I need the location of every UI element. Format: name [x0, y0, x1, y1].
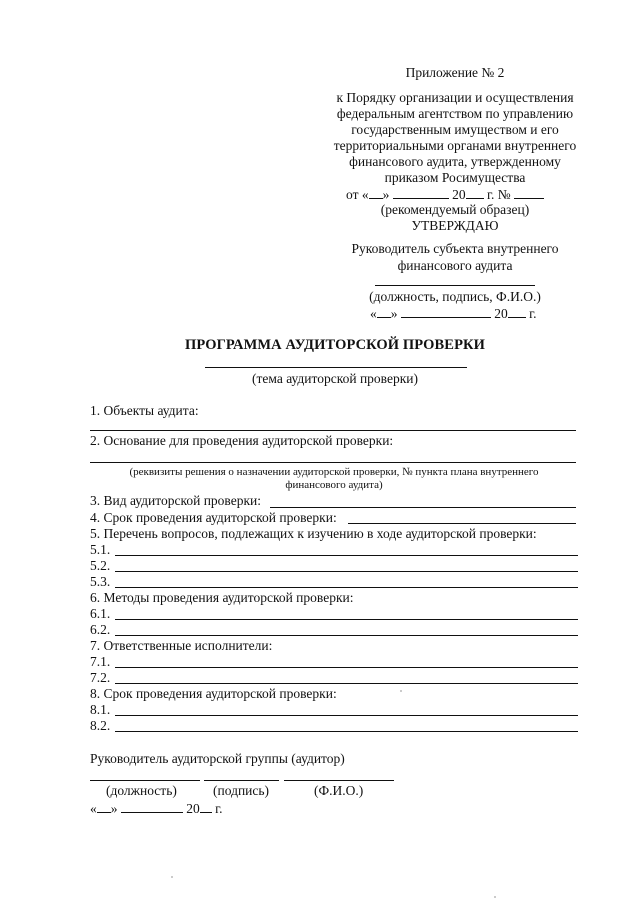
head-signature-caption: (должность, подпись, Ф.И.О.)	[369, 289, 541, 304]
basis-line[interactable]	[90, 462, 576, 463]
order-number-blank[interactable]	[514, 187, 544, 199]
group-leader-label: Руководитель аудиторской группы (аудитор)	[90, 751, 345, 766]
order-year-prefix: 20	[452, 187, 466, 202]
term2-item-2: 8.2.	[90, 718, 111, 733]
order-ref-line-3: государственным имуществом и его	[351, 122, 559, 137]
sign-date-open: «	[370, 306, 377, 321]
head-sign-date-line	[370, 306, 537, 321]
section-type-label: 3. Вид аудиторской проверки:	[90, 493, 262, 508]
basis-note-line-2: финансового аудита)	[285, 479, 383, 491]
topic-caption: (тема аудиторской проверки)	[252, 371, 418, 386]
order-date-prefix: от «	[346, 187, 369, 202]
topic-line[interactable]	[205, 367, 467, 368]
section-term-label: 4. Срок проведения аудиторской проверки:	[90, 510, 337, 525]
recommended-sample-note: (рекомендуемый образец)	[380, 202, 530, 217]
method-item-1: 6.1.	[90, 606, 111, 621]
section-objects-label: 1. Объекты аудита:	[90, 403, 199, 418]
appendix-label: Приложение № 2	[405, 65, 505, 80]
scan-speck	[400, 690, 402, 692]
order-ref-line-4: территориальными органами внутреннего	[333, 138, 577, 153]
order-date-line	[346, 187, 544, 202]
scan-speck	[171, 876, 173, 878]
question-item-1: 5.1.	[90, 542, 111, 557]
executor-item-2: 7.2.	[90, 670, 111, 685]
leader-name-line[interactable]	[284, 780, 394, 781]
section-questions-label: 5. Перечень вопросов, подлежащих к изучению в ходе аудиторской проверки:	[90, 526, 537, 541]
question-item-3: 5.3.	[90, 574, 111, 589]
order-ref-line-1: к Порядку организации и осуществления	[336, 90, 574, 105]
order-day-blank[interactable]	[369, 187, 383, 199]
order-ref-line-2: федеральным агентством по управлению	[336, 106, 574, 121]
term2-1-line[interactable]	[115, 715, 578, 716]
term2-item-1: 8.1.	[90, 702, 111, 717]
question-item-2: 5.2.	[90, 558, 111, 573]
sign-year-suffix: г.	[529, 306, 537, 321]
sign-date-close: »	[390, 306, 398, 321]
basis-note-line-1: (реквизиты решения о назначении аудиторской проверки, № пункта плана внутреннего	[129, 466, 539, 478]
term-line[interactable]	[348, 523, 576, 524]
objects-line[interactable]	[90, 430, 576, 431]
executor-item-1: 7.1.	[90, 654, 111, 669]
executor-1-line[interactable]	[115, 667, 578, 668]
leader-day-blank[interactable]	[97, 801, 111, 813]
order-month-blank[interactable]	[393, 187, 449, 199]
question-2-line[interactable]	[115, 571, 578, 572]
section-term2-label: 8. Срок проведения аудиторской проверки:	[90, 686, 337, 701]
question-3-line[interactable]	[115, 587, 578, 588]
approve-stamp: УТВЕРЖДАЮ	[411, 218, 499, 233]
method-2-line[interactable]	[115, 635, 578, 636]
sign-month-blank[interactable]	[401, 306, 491, 318]
leader-date-open: «	[90, 801, 97, 816]
section-basis-label: 2. Основание для проведения аудиторской проверки:	[90, 433, 394, 448]
term2-2-line[interactable]	[115, 731, 578, 732]
section-executors-label: 7. Ответственные исполнители:	[90, 638, 273, 653]
question-1-line[interactable]	[115, 555, 578, 556]
type-line[interactable]	[270, 507, 576, 508]
order-year-blank[interactable]	[466, 187, 484, 199]
leader-month-blank[interactable]	[121, 801, 183, 813]
leader-position-caption: (должность)	[106, 783, 177, 798]
leader-year-prefix: 20	[186, 801, 200, 816]
scan-speck	[494, 896, 496, 898]
section-methods-label: 6. Методы проведения аудиторской проверки:	[90, 590, 354, 605]
leader-date-line	[90, 801, 223, 816]
order-number-label: г. №	[486, 187, 511, 202]
method-item-2: 6.2.	[90, 622, 111, 637]
leader-year-suffix: г.	[215, 801, 223, 816]
leader-year-blank[interactable]	[200, 801, 212, 813]
method-1-line[interactable]	[115, 619, 578, 620]
leader-position-line[interactable]	[90, 780, 200, 781]
head-title-line-2: финансового аудита	[397, 258, 513, 273]
order-ref-line-6: приказом Росимущества	[384, 170, 526, 185]
leader-date-close: »	[110, 801, 118, 816]
head-title-line-1: Руководитель субъекта внутреннего	[351, 241, 559, 256]
leader-signature-line[interactable]	[204, 780, 279, 781]
order-ref-line-5: финансового аудита, утвержденному	[349, 154, 561, 169]
leader-signature-caption: (подпись)	[213, 783, 270, 798]
document-title: ПРОГРАММА АУДИТОРСКОЙ ПРОВЕРКИ	[184, 337, 486, 353]
sign-day-blank[interactable]	[377, 306, 391, 318]
sign-year-blank[interactable]	[508, 306, 526, 318]
sign-year-prefix: 20	[494, 306, 508, 321]
executor-2-line[interactable]	[115, 683, 578, 684]
order-date-quote: »	[382, 187, 390, 202]
leader-name-caption: (Ф.И.О.)	[314, 783, 364, 798]
head-signature-line[interactable]	[375, 285, 535, 286]
